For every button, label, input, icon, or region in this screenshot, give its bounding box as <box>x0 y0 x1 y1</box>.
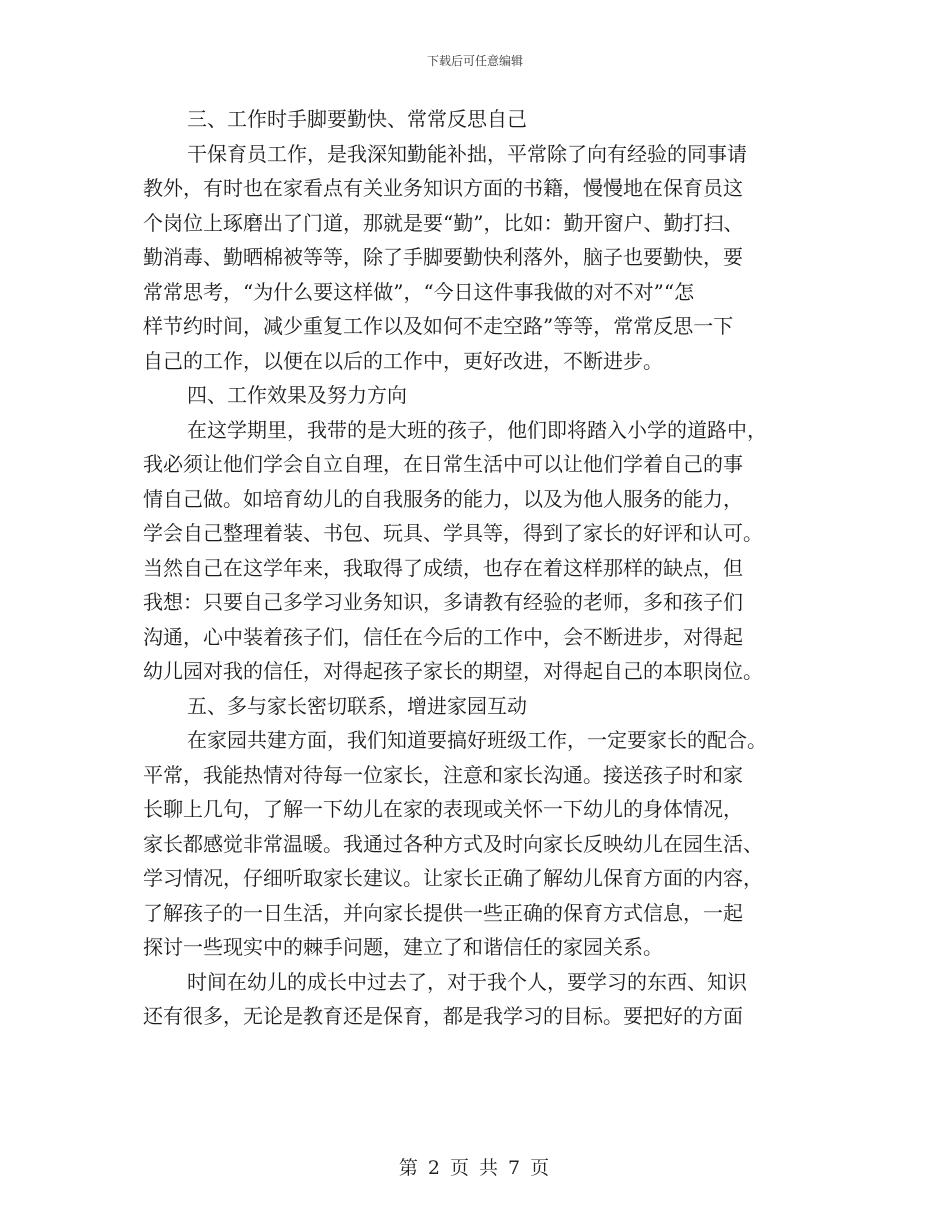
paragraph-first-line: 干保育员工作，是我深知勤能补拙，平常除了向有经验的同事请 <box>187 141 747 166</box>
paragraph-line: 幼儿园对我的信任，对得起孩子家长的期望，对得起自己的本职岗位。 <box>143 659 763 683</box>
paragraph-first-line: 三、工作时手脚要勤快、常常反思自己 <box>187 107 527 131</box>
paragraph-first-line: 时间在幼儿的成长中过去了，对于我个人，要学习的东西、知识 <box>187 969 747 994</box>
paragraph-first-line: 五、多与家长密切联系，增进家园互动 <box>187 693 527 718</box>
paragraph-line: 我必须让他们学会自立自理，在日常生活中可以让他们学着自己的事 <box>143 452 743 476</box>
document-body <box>143 102 811 1034</box>
paragraph-first-line: 四、工作效果及努力方向 <box>187 383 407 407</box>
paragraph-line: 沟通，心中装着孩子们，信任在今后的工作中，会不断进步，对得起 <box>143 624 743 649</box>
paragraph-first-line: 在这学期里，我带的是大班的孩子，他们即将踏入小学的道路中， <box>187 417 767 442</box>
paragraph-line: 个岗位上琢磨出了门道，那就是要“勤”，比如：勤开窗户、勤打扫、 <box>143 210 744 235</box>
paragraph-line: 我想：只要自己多学习业务知识，多请教有经验的老师，多和孩子们 <box>143 590 743 614</box>
paragraph-line: 学习情况，仔细听取家长建议。让家长正确了解幼儿保育方面的内容， <box>143 866 763 890</box>
paragraph-line: 家长都感觉非常温暖。我通过各种方式及时向家长反映幼儿在园生活、 <box>143 831 763 856</box>
paragraph-line: 常常思考，“为什么要这样做”，“今日这件事我做的对不对”“怎 <box>143 279 695 304</box>
paragraph-line: 情自己做。如培育幼儿的自我服务的能力，以及为他人服务的能力， <box>143 486 743 511</box>
page-footer: 第 2 页 共 7 页 <box>398 1157 552 1179</box>
paragraph-line: 平常，我能热情对待每一位家长，注意和家长沟通。接送孩子时和家 <box>143 762 743 787</box>
paragraph-line: 还有很多，无论是教育还是保育，都是我学习的目标。要把好的方面 <box>143 1004 743 1028</box>
paragraph-line: 教外，有时也在家看点有关业务知识方面的书籍，慢慢地在保育员这 <box>143 176 743 200</box>
paragraph-line: 学会自己整理着装、书包、玩具、学具等，得到了家长的好评和认可。 <box>143 521 763 545</box>
paragraph-line: 探讨一些现实中的棘手问题，建立了和谐信任的家园关系。 <box>143 935 663 959</box>
page-header: 下载后可任意编辑 <box>426 54 523 68</box>
paragraph-line: 了解孩子的一日生活，并向家长提供一些正确的保育方式信息，一起 <box>143 900 743 925</box>
paragraph-line: 勤消毒、勤晒棉被等等，除了手脚要勤快利落外，脑子也要勤快，要 <box>143 245 743 269</box>
paragraph-first-line: 在家园共建方面，我们知道要搞好班级工作，一定要家长的配合。 <box>187 728 767 752</box>
paragraph-line: 当然自己在这学年来，我取得了成绩，也存在着这样那样的缺点，但 <box>143 555 743 580</box>
paragraph-line: 自己的工作，以便在以后的工作中，更好改进，不断进步。 <box>143 348 663 373</box>
paragraph-line: 样节约时间，减少重复工作以及如何不走空路”等等，常常反思一下 <box>143 314 734 338</box>
paragraph-line: 长聊上几句，了解一下幼儿在家的表现或关怀一下幼儿的身体情况， <box>143 797 743 821</box>
